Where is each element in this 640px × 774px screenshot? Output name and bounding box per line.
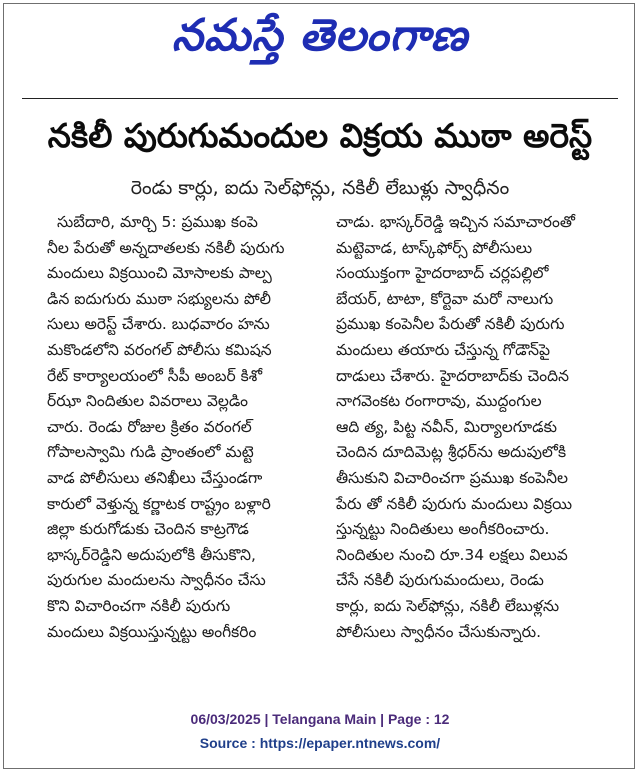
body-line: రేట్ కార్యాలయంలో సీపీ అంబర్ కిశో: [47, 366, 263, 385]
body-line: చాడు. భాస్కర్‌రెడ్డి ఇచ్చిన సమాచారంతో: [336, 213, 575, 231]
body-line: సంయుక్తంగా హైదరాబాద్ చర్లపల్లిలో: [336, 264, 549, 283]
body-line: తీసుకుని విచారించగా ప్రముఖ కంపెనీల: [336, 468, 569, 487]
body-line: మట్టెవాడ, టాస్క్‌ఫోర్స్ పోలీసులు: [336, 238, 533, 257]
body-line: పేరు తో నకిలీ పురుగు మందులు విక్రయి: [336, 494, 573, 513]
body-line: పురుగుల మందులను స్వాధీనం చేసు: [47, 571, 266, 590]
body-line: సుబేదారి, మార్చి 5: ప్రముఖ కంపె: [57, 213, 258, 231]
body-line: ర్‌ఝా నిందితుల వివరాలు వెల్లడిం: [47, 392, 248, 411]
body-line: భాస్కర్‌రెడ్డిని అదుపులోకి తీసుకొని,: [47, 545, 256, 564]
body-line: మందులు విక్రయించి మోసాలకు పాల్ప: [47, 264, 272, 283]
body-line: చెందిన దూదిమెట్ల శ్రీధర్‌ను అదుపులోకి: [336, 443, 567, 462]
body-line: మందులు విక్రయిస్తున్నట్టు అంగీకరిం: [47, 622, 257, 641]
newspaper-masthead: నమస్తే తెలంగాణ: [171, 10, 469, 61]
body-line: నీల పేరుతో అన్నదాతలకు నకిలీ పురుగు: [47, 238, 285, 257]
body-line: నాగవెంకట రంగారావు, ముద్దంగుల: [336, 392, 542, 411]
body-line: పోలీసులు స్వాధీనం చేసుకున్నారు.: [336, 622, 542, 641]
body-line: మకొండలోని వరంగల్ పోలీసు కమిషన: [47, 340, 272, 359]
body-line: ఆది త్య, పిట్ట నవీన్, మిర్యాలగూడకు: [336, 417, 558, 436]
publication-info: 06/03/2025 | Telangana Main | Page : 12: [190, 711, 450, 727]
masthead-divider: [22, 98, 618, 99]
body-line: సులు అరెస్ట్ చేశారు. బుధవారం హను: [47, 315, 270, 334]
source-link[interactable]: Source : https://epaper.ntnews.com/: [199, 735, 441, 751]
body-line: ప్రముఖ కంపెనీల పేరుతో నకిలీ పురుగు: [336, 315, 565, 334]
article-column-right: [336, 210, 606, 645]
body-line: బేయర్, టాటా, కోర్టెవా మరో నాలుగు: [336, 289, 554, 308]
body-line: నిందితుల నుంచి రూ.34 లక్షలు విలువ: [336, 545, 568, 564]
body-line: మందులు తయారు చేస్తున్న గోడౌన్‌పై: [336, 340, 551, 359]
body-line: చేసే నకిలీ పురుగుమందులు, రెండు: [336, 571, 544, 590]
body-line: గోపాలస్వామి గుడి ప్రాంతంలో మట్టె: [47, 443, 254, 462]
body-line: జిల్లా కురుగోడుకు చెందిన కాట్రగౌడ: [47, 520, 249, 539]
body-line: కారులో వెళ్తున్న కర్ణాటక రాష్ట్రం బళ్లారి: [47, 494, 271, 513]
body-line: వాడ పోలీసులు తనిఖీలు చేస్తుండగా: [47, 468, 263, 487]
article-column-left: [47, 210, 317, 645]
body-line: కొని విచారించగా నకిలీ పురుగు: [47, 596, 231, 615]
body-line: డిన ఐదుగురు ముఠా సభ్యులను పోలీ: [47, 289, 272, 308]
body-line: కార్లు, ఐదు సెల్‌ఫోన్లు, నకిలీ లేబుళ్లను: [336, 596, 560, 615]
article-subheadline: రెండు కార్లు, ఐదు సెల్‌ఫోన్లు, నకిలీ లేబుళ్లు స్వాధీనం: [130, 177, 510, 199]
article-headline: నకిలీ పురుగుమందుల విక్రయ ముఠా అరెస్ట్: [47, 116, 593, 155]
body-line: స్తున్నట్టు నిందితులు అంగీకరించారు.: [336, 520, 550, 539]
body-line: చారు. రెండు రోజుల క్రితం వరంగల్: [47, 417, 252, 436]
body-line: దాడులు చేశారు. హైదరాబాద్‌కు చెందిన: [336, 366, 569, 385]
